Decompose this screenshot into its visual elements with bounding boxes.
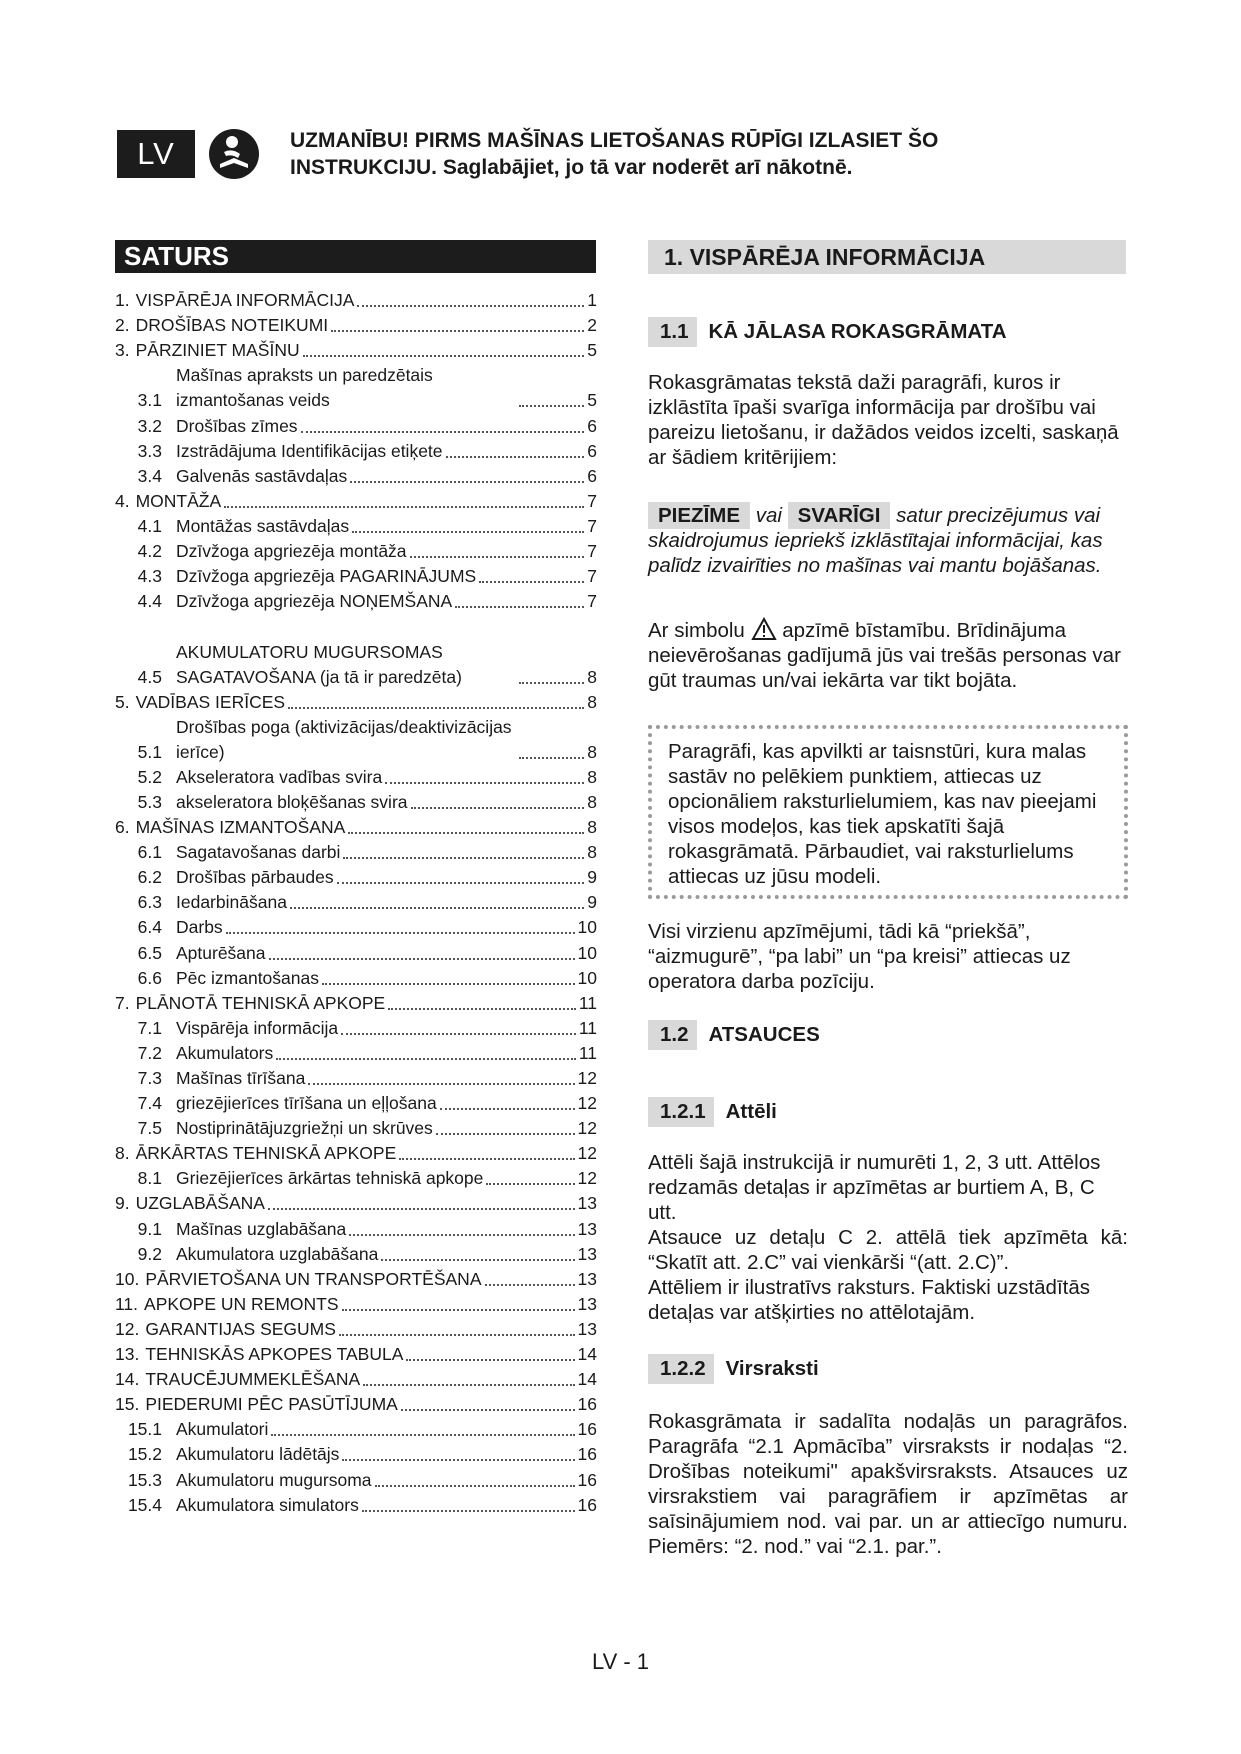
toc-entry bbox=[115, 1493, 597, 1518]
read-manual-icon bbox=[208, 128, 260, 180]
toc-entry-text: Apturēšana bbox=[176, 942, 266, 963]
toc-entry-page: 12 bbox=[577, 1143, 597, 1164]
toc-entry-text: Mašīnas apraksts un paredzētais izmantošanas veids bbox=[176, 365, 433, 411]
toc-entry-page: 16 bbox=[577, 1419, 597, 1440]
images-text-3: Attēliem ir ilustratīvs raksturs. Faktiski uzstādītās detaļas var atšķirties no attēlotajām. bbox=[648, 1276, 1091, 1324]
toc-leader-dots bbox=[350, 480, 584, 483]
toc-entry-number: 4.2 bbox=[137, 541, 162, 562]
toc-entry bbox=[115, 1216, 597, 1241]
toc-entry bbox=[115, 1467, 597, 1492]
toc-leader-dots bbox=[401, 1408, 575, 1411]
toc-entry bbox=[115, 1417, 597, 1442]
toc-leader-dots bbox=[288, 706, 584, 709]
toc-leader-dots bbox=[339, 1333, 575, 1336]
toc-entry bbox=[115, 815, 597, 840]
toc-entry bbox=[115, 1066, 597, 1091]
toc-entry bbox=[115, 1392, 597, 1417]
toc-leader-dots bbox=[322, 982, 575, 985]
toc-entry-page: 13 bbox=[577, 1318, 597, 1339]
subsection-1-2-heading bbox=[648, 1020, 820, 1050]
toc-entry-number: 5.3 bbox=[137, 791, 162, 812]
toc-entry-page: 8 bbox=[587, 666, 597, 687]
toc-entry-page: 7 bbox=[587, 515, 597, 536]
toc-entry-text: akseleratora bloķēšanas svira bbox=[176, 791, 408, 812]
page-number: LV - 1 bbox=[591, 1649, 650, 1674]
important-tag: SVARĪGI bbox=[788, 502, 891, 529]
toc-entry bbox=[115, 840, 597, 865]
toc-entry-page: 16 bbox=[577, 1469, 597, 1490]
toc-entry-text: PĀRZINIET MAŠĪNU bbox=[135, 340, 300, 361]
subsection-number: 1.1 bbox=[648, 317, 697, 347]
subsection-title: Virsraksti bbox=[725, 1357, 819, 1380]
paragraph-how-to-read: Rokasgrāmatas tekstā daži paragrāfi, kuros ir izklāstīta īpaši svarīga informācija par drošību vai pareizu lietošanu, ir dažādos veidos izcelti, saskaņā ar šādiem kritērijiem: bbox=[648, 371, 1119, 469]
toc-entry bbox=[115, 564, 597, 589]
toc-leader-dots bbox=[342, 1458, 574, 1461]
toc-entry bbox=[115, 1367, 597, 1392]
note-text-first: satur bbox=[896, 504, 942, 527]
toc-leader-dots bbox=[455, 605, 584, 608]
toc-entry bbox=[115, 363, 597, 413]
toc-leader-dots bbox=[337, 881, 585, 884]
toc-entry-number: 5.2 bbox=[137, 766, 162, 787]
toc-entry-text: Drošības poga (aktivizācijas/deaktivizācijas ierīce) bbox=[176, 716, 512, 762]
toc-entry-page: 9 bbox=[587, 867, 597, 888]
toc-entry bbox=[115, 313, 597, 338]
word-or: vai bbox=[755, 504, 782, 527]
warning-line-2: INSTRUKCIJU. Saglabājiet, jo tā var noderēt arī nākotnē. bbox=[290, 156, 853, 179]
language-badge: LV bbox=[117, 130, 195, 178]
toc-entry-text: Mašīnas uzglabāšana bbox=[176, 1218, 347, 1239]
note-explanation bbox=[648, 503, 1128, 578]
toc-entry-page: 8 bbox=[587, 741, 597, 762]
directions-paragraph: Visi virzienu apzīmējumi, tādi kā “priekšā”, “aizmugurē”, “pa labi” un “pa kreisi” attiecas uz operatora darba pozīciju. bbox=[648, 920, 1071, 993]
toc-entry-page: 11 bbox=[578, 992, 597, 1013]
toc-leader-dots bbox=[276, 1057, 576, 1060]
toc-entry bbox=[115, 514, 597, 539]
toc-entry-text: Vispārēja informācija bbox=[176, 1017, 339, 1038]
toc-entry bbox=[115, 338, 597, 363]
toc-entry-number: 7.5 bbox=[137, 1118, 162, 1139]
toc-entry-number: 7.1 bbox=[137, 1017, 162, 1038]
toc-leader-dots bbox=[410, 555, 585, 558]
toc-entry bbox=[115, 1317, 597, 1342]
toc-entry bbox=[115, 1141, 597, 1166]
toc-leader-dots bbox=[485, 1283, 575, 1286]
toc-leader-dots bbox=[301, 430, 585, 433]
toc-entry-number: 4. bbox=[115, 490, 130, 511]
toc-entry-number: 1. bbox=[115, 290, 130, 311]
toc-entry-number: 7. bbox=[115, 992, 130, 1013]
toc-entry bbox=[115, 1016, 597, 1041]
toc-entry-number: 7.2 bbox=[137, 1042, 162, 1063]
toc-entry-number: 7.4 bbox=[137, 1093, 162, 1114]
toc-entry-page: 1 bbox=[587, 290, 597, 311]
toc-leader-dots bbox=[342, 1308, 575, 1311]
toc-entry-number: 6.2 bbox=[137, 867, 162, 888]
toc-entry bbox=[115, 589, 597, 614]
toc-leader-dots bbox=[308, 1082, 574, 1085]
toc-leader-dots bbox=[271, 1433, 574, 1436]
toc-leader-dots bbox=[399, 1157, 574, 1160]
headings-paragraph: Rokasgrāmata ir sadalīta nodaļās un paragrāfos. Paragrāfa “2.1 Apmācība” virsraksts ir nodaļas “2. Drošības noteikumi" apakšvirsraksts. Atsauces uz virsrakstiem vai paragrāfiem ir apzīmētas ar saīsinājumiem nod. vai par. un ar attiecīgo numuru. Piemērs: “2. nod.” vai “2.1. par.”. bbox=[648, 1410, 1128, 1558]
toc-entry-page: 12 bbox=[577, 1118, 597, 1139]
toc-entry bbox=[115, 288, 597, 313]
toc-leader-dots bbox=[411, 806, 585, 809]
toc-entry-text: TRAUCĒJUMMEKLĒŠANA bbox=[145, 1369, 361, 1390]
toc-leader-dots bbox=[385, 781, 584, 784]
toc-leader-dots bbox=[331, 329, 584, 332]
toc-entry bbox=[115, 489, 597, 514]
toc-entry-text: UZGLABĀŠANA bbox=[135, 1193, 265, 1214]
toc-entry bbox=[115, 1191, 597, 1216]
toc-leader-dots bbox=[486, 1182, 574, 1185]
toc-entry bbox=[115, 439, 597, 464]
toc-entry-text: Iedarbināšana bbox=[176, 892, 287, 913]
toc-entry-page: 7 bbox=[587, 566, 597, 587]
toc-entry-page: 8 bbox=[587, 791, 597, 812]
toc-entry bbox=[115, 1041, 597, 1066]
toc-leader-dots bbox=[519, 681, 584, 684]
toc-leader-dots bbox=[388, 1007, 576, 1010]
toc-leader-dots bbox=[362, 1509, 575, 1512]
toc-entry-number: 13. bbox=[115, 1344, 140, 1365]
toc-entry-number: 6.4 bbox=[137, 917, 162, 938]
toc-entry-text: Dzīvžoga apgriezēja montāža bbox=[176, 541, 407, 562]
toc-entry-number: 3.3 bbox=[137, 440, 162, 461]
toc-entry-text: Akumulatoru lādētājs bbox=[176, 1444, 340, 1465]
toc-entry bbox=[115, 991, 597, 1016]
toc-entry-number: 8. bbox=[115, 1143, 130, 1164]
toc-entry bbox=[115, 890, 597, 915]
toc-entry-page: 13 bbox=[577, 1268, 597, 1289]
toc-entry-page: 6 bbox=[587, 465, 597, 486]
toc-leader-dots bbox=[352, 530, 584, 533]
toc-entry bbox=[115, 690, 597, 715]
toc-entry-page: 12 bbox=[577, 1093, 597, 1114]
toc-entry-number: 6.6 bbox=[137, 967, 162, 988]
toc-entry bbox=[115, 413, 597, 438]
optional-features-box bbox=[648, 725, 1128, 899]
toc-entry-number: 15.1 bbox=[127, 1419, 162, 1440]
toc-entry bbox=[115, 915, 597, 940]
toc-entry-page: 7 bbox=[587, 541, 597, 562]
toc-entry-page: 8 bbox=[587, 842, 597, 863]
toc-leader-dots bbox=[375, 1484, 575, 1487]
toc-entry-text: Akseleratora vadības svira bbox=[176, 766, 383, 787]
toc-entry bbox=[115, 940, 597, 965]
toc-entry-page: 16 bbox=[577, 1394, 597, 1415]
toc-entry-text: MAŠĪNAS IZMANTOŠANA bbox=[135, 817, 346, 838]
toc-entry-number: 9. bbox=[115, 1193, 130, 1214]
toc-entry-text: Akumulatori bbox=[176, 1419, 269, 1440]
warning-triangle-icon bbox=[751, 617, 777, 641]
warning-line-1: UZMANĪBU! PIRMS MAŠĪNAS LIETOŠANAS RŪPĪGI IZLASIET ŠO bbox=[290, 129, 939, 152]
toc-entry-text: TEHNISKĀS APKOPES TABULA bbox=[145, 1344, 404, 1365]
toc-entry-text: ĀRKĀRTAS TEHNISKĀ APKOPE bbox=[135, 1143, 397, 1164]
toc-entry-number: 6.5 bbox=[137, 942, 162, 963]
toc-entry-number: 7.3 bbox=[137, 1068, 162, 1089]
toc-entry-number: 6.1 bbox=[137, 842, 162, 863]
toc-leader-dots bbox=[519, 756, 584, 759]
toc-entry-page: 12 bbox=[577, 1168, 597, 1189]
toc-entry-page: 5 bbox=[587, 340, 597, 361]
toc-entry-text: Griezējierīces ārkārtas tehniskā apkope bbox=[176, 1168, 484, 1189]
toc-entry-number: 3.2 bbox=[137, 415, 162, 436]
toc-entry bbox=[115, 715, 597, 765]
subsection-1-2-1-heading bbox=[648, 1097, 777, 1127]
toc-leader-dots bbox=[436, 1132, 575, 1135]
toc-entry-page: 13 bbox=[577, 1293, 597, 1314]
toc-entry-text: Galvenās sastāvdaļas bbox=[176, 465, 348, 486]
toc-leader-dots bbox=[363, 1383, 574, 1386]
toc-entry bbox=[115, 1342, 597, 1367]
toc-entry-page: 13 bbox=[577, 1193, 597, 1214]
subsection-1-1-heading bbox=[648, 317, 1007, 347]
toc-entry-number: 12. bbox=[115, 1318, 140, 1339]
subsection-title: Attēli bbox=[725, 1100, 777, 1123]
toc-entry-page: 9 bbox=[587, 892, 597, 913]
toc-entry-number: 8.1 bbox=[137, 1168, 162, 1189]
toc-entry-text: griezējierīces tīrīšana un eļļošana bbox=[176, 1093, 437, 1114]
toc-entry-page: 6 bbox=[587, 415, 597, 436]
toc-entry-page: 13 bbox=[577, 1218, 597, 1239]
toc-entry bbox=[115, 1442, 597, 1467]
toc-entry-page: 5 bbox=[587, 390, 597, 411]
toc-entry-number: 10. bbox=[115, 1268, 140, 1289]
toc-entry-number: 3. bbox=[115, 340, 130, 361]
toc-entry-number: 15.4 bbox=[127, 1494, 162, 1515]
toc-entry-number: 5. bbox=[115, 691, 130, 712]
toc-leader-dots bbox=[348, 831, 584, 834]
toc-entry-number: 6.3 bbox=[137, 892, 162, 913]
toc-entry-text: Darbs bbox=[176, 917, 223, 938]
toc-entry-page: 7 bbox=[587, 591, 597, 612]
toc-entry bbox=[115, 1091, 597, 1116]
toc-leader-dots bbox=[341, 1032, 576, 1035]
toc-entry-number: 4.5 bbox=[137, 666, 162, 687]
symbol-text-pre: Ar simbolu bbox=[648, 619, 745, 642]
toc-entry-number: 5.1 bbox=[137, 741, 162, 762]
toc-entry-text: Akumulatora uzglabāšana bbox=[176, 1243, 379, 1264]
toc-entry-number: 15.3 bbox=[127, 1469, 162, 1490]
toc-leader-dots bbox=[406, 1358, 574, 1361]
toc-entry-text: Akumulatora simulators bbox=[176, 1494, 359, 1515]
danger-symbol-paragraph bbox=[648, 617, 1128, 693]
toc-entry-number: 4.3 bbox=[137, 566, 162, 587]
note-text: precizējumus vai skaidrojumus iepriekš izklāstītajai informācijai, kas palīdz izvairīties no mašīnas vai mantu bojāšanas. bbox=[648, 504, 1103, 577]
toc-leader-dots bbox=[446, 455, 585, 458]
toc-entry-number: 15. bbox=[115, 1394, 140, 1415]
optional-features-text: Paragrāfi, kas apvilkti ar taisnstūri, kura malas sastāv no pelēkiem punktiem, attiecas uz opcionāliem raksturlielumiem, kas nav pieejami visos modeļos, kas tiek apskatīti šajā rokasgrāmatā. Pārbaudiet, vai raksturlielums attiecas uz jūsu modeli. bbox=[668, 740, 1097, 888]
toc-leader-dots bbox=[381, 1258, 574, 1261]
toc-entry-page: 16 bbox=[577, 1444, 597, 1465]
toc-leader-dots bbox=[343, 856, 584, 859]
note-tag: PIEZĪME bbox=[648, 502, 750, 529]
toc-entry bbox=[115, 1242, 597, 1267]
subsection-title: KĀ JĀLASA ROKASGRĀMATA bbox=[708, 320, 1007, 343]
toc-entry-text: Mašīnas tīrīšana bbox=[176, 1068, 306, 1089]
toc-entry-text: Akumulatoru mugursoma bbox=[176, 1469, 372, 1490]
toc-entry-text: DROŠĪBAS NOTEIKUMI bbox=[135, 315, 329, 336]
toc-entry-number: 6. bbox=[115, 817, 130, 838]
toc-leader-dots bbox=[479, 580, 584, 583]
subsection-title: ATSAUCES bbox=[708, 1023, 820, 1046]
toc-entry-page: 7 bbox=[587, 490, 597, 511]
toc-entry-text: APKOPE UN REMONTS bbox=[144, 1293, 339, 1314]
toc-entry-number: 4.1 bbox=[137, 515, 162, 536]
toc-entry bbox=[115, 1292, 597, 1317]
toc-entry-number: 2. bbox=[115, 315, 130, 336]
toc-entry-page: 10 bbox=[577, 917, 597, 938]
images-text-2: Atsauce uz detaļu C 2. attēlā tiek apzīmēta kā: “Skatīt att. 2.C” vai vienkārši “(att. 2.C)”. bbox=[648, 1226, 1128, 1274]
toc-entry-page: 8 bbox=[587, 766, 597, 787]
toc-leader-dots bbox=[224, 505, 584, 508]
toc-entry-page: 12 bbox=[577, 1068, 597, 1089]
toc-title: SATURS bbox=[115, 240, 596, 273]
toc-entry bbox=[115, 1166, 597, 1191]
toc-entry-page: 11 bbox=[578, 1042, 597, 1063]
toc-entry bbox=[115, 966, 597, 991]
toc-entry-text: MONTĀŽA bbox=[135, 490, 222, 511]
toc-entry-text: PLĀNOTĀ TEHNISKĀ APKOPE bbox=[135, 992, 386, 1013]
toc-leader-dots bbox=[519, 404, 584, 407]
toc-entry-number: 3.4 bbox=[137, 465, 162, 486]
images-paragraph bbox=[648, 1150, 1128, 1325]
toc-leader-dots bbox=[226, 931, 575, 934]
toc-entry-number: 15.2 bbox=[127, 1444, 162, 1465]
toc-entry-page: 10 bbox=[577, 942, 597, 963]
toc-entry-page: 16 bbox=[577, 1494, 597, 1515]
toc-entry-text: Drošības pārbaudes bbox=[176, 867, 334, 888]
toc-entry-text: Akumulators bbox=[176, 1042, 274, 1063]
toc-entry bbox=[115, 790, 597, 815]
toc-entry-number: 3.1 bbox=[137, 390, 162, 411]
toc-entry-text: PĀRVIETOŠANA UN TRANSPORTĒŠANA bbox=[145, 1268, 482, 1289]
toc-entry-text: Nostiprinātājuzgriežņi un skrūves bbox=[176, 1118, 433, 1139]
subsection-number: 1.2 bbox=[648, 1020, 697, 1050]
toc-entry-page: 8 bbox=[587, 817, 597, 838]
toc-entry-text: Dzīvžoga apgriezēja NOŅEMŠANA bbox=[176, 591, 453, 612]
toc-entry-page: 8 bbox=[587, 691, 597, 712]
toc-entry-page: 6 bbox=[587, 440, 597, 461]
toc-entry-text: PIEDERUMI PĒC PASŪTĪJUMA bbox=[145, 1394, 398, 1415]
subsection-number: 1.2.1 bbox=[648, 1097, 714, 1127]
toc-entry bbox=[115, 464, 597, 489]
section-1-title: 1. VISPĀRĒJA INFORMĀCIJA bbox=[648, 240, 1126, 274]
toc-entry-number: 9.1 bbox=[137, 1218, 162, 1239]
toc-entry bbox=[115, 765, 597, 790]
toc-entry-text: Pēc izmantošanas bbox=[176, 967, 319, 988]
toc-entry bbox=[115, 1116, 597, 1141]
toc-entry-page: 11 bbox=[578, 1017, 597, 1038]
toc-leader-dots bbox=[303, 354, 585, 357]
toc-leader-dots bbox=[357, 304, 584, 307]
toc-entry-text: AKUMULATORU MUGURSOMAS SAGATAVOŠANA (ja tā ir paredzēta) bbox=[176, 641, 462, 687]
toc-entry-page: 2 bbox=[587, 315, 597, 336]
toc-entry-text: VADĪBAS IERĪCES bbox=[135, 691, 286, 712]
symbol-text-post: apzīmē bīstamību. Brīdinājuma neievērošanas gadījumā jūs vai trešās personas var gūt traumas un/vai iekārta var tikt bojāta. bbox=[648, 619, 1121, 692]
toc-entry-page: 14 bbox=[577, 1344, 597, 1365]
toc-entry-number: 4.4 bbox=[137, 591, 162, 612]
toc-leader-dots bbox=[290, 906, 584, 909]
subsection-number: 1.2.2 bbox=[648, 1354, 714, 1384]
toc-entry-number: 11. bbox=[115, 1293, 139, 1314]
toc-entry-number: 14. bbox=[115, 1369, 140, 1390]
toc-entry bbox=[115, 614, 597, 689]
toc-entry-page: 13 bbox=[577, 1243, 597, 1264]
toc-entry-text: Montāžas sastāvdaļas bbox=[176, 515, 350, 536]
toc-entry-text: Izstrādājuma Identifikācijas etiķete bbox=[176, 440, 443, 461]
toc-entry-page: 10 bbox=[577, 967, 597, 988]
toc-leader-dots bbox=[440, 1107, 575, 1110]
toc-entry bbox=[115, 539, 597, 564]
toc-entry-text: VISPĀRĒJA INFORMĀCIJA bbox=[135, 290, 355, 311]
subsection-1-2-2-heading bbox=[648, 1354, 819, 1384]
images-text-1: Attēli šajā instrukcijā ir numurēti 1, 2, 3 utt. Attēlos redzamās detaļas ir apzīmētas ar burtiem A, B, C utt. bbox=[648, 1151, 1101, 1224]
toc-entry-text: Drošības zīmes bbox=[176, 415, 298, 436]
toc-entry bbox=[115, 865, 597, 890]
toc-leader-dots bbox=[268, 1207, 575, 1210]
safety-warning-header bbox=[290, 127, 1050, 181]
toc-leader-dots bbox=[269, 957, 575, 960]
toc-entry-text: Sagatavošanas darbi bbox=[176, 842, 341, 863]
toc-leader-dots bbox=[349, 1233, 574, 1236]
toc-entry bbox=[115, 1267, 597, 1292]
toc-entry-number: 9.2 bbox=[137, 1243, 162, 1264]
toc-entry-text: GARANTIJAS SEGUMS bbox=[145, 1318, 336, 1339]
table-of-contents bbox=[115, 288, 597, 1518]
toc-entry-page: 14 bbox=[577, 1369, 597, 1390]
toc-entry-text: Dzīvžoga apgriezēja PAGARINĀJUMS bbox=[176, 566, 477, 587]
